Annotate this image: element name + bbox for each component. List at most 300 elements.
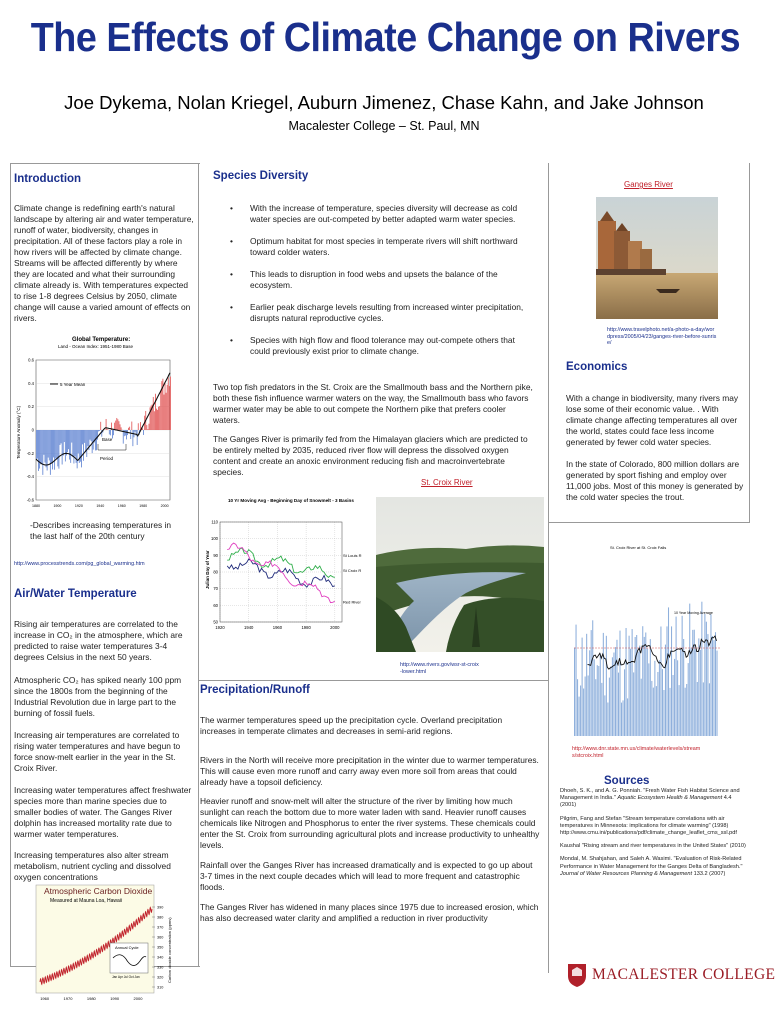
temp-anomaly-bar — [160, 391, 161, 430]
temp-anomaly-bar — [65, 430, 66, 461]
temp-chart-ylabel: Temperature Anomaly (°C) — [16, 405, 21, 459]
species-bullet: • Earlier peak discharge levels resulting from increased winter precipitation, disrupts natural reproductive cycles. — [212, 302, 534, 324]
middle-column-divider — [548, 163, 549, 973]
flow-bar — [601, 683, 602, 736]
temp-anomaly-bar — [66, 430, 67, 455]
snowmelt-xtick-label: 2000 — [330, 625, 340, 630]
temp-anomaly-bar — [128, 428, 129, 430]
flow-bar — [697, 682, 698, 736]
temp-anomaly-bar — [51, 430, 52, 463]
economics-heading: Economics — [566, 361, 628, 373]
temp-anomaly-bar — [63, 430, 64, 456]
co2-xtick-label: 1990 — [110, 996, 120, 1001]
flow-bar — [639, 646, 640, 736]
flow-bar — [594, 659, 595, 736]
flow-bar — [603, 633, 604, 736]
snowmelt-chart-ylabel: Julian Day of Year — [205, 550, 210, 589]
temp-anomaly-bar — [100, 422, 101, 430]
flow-bar — [583, 689, 584, 737]
flow-bar — [669, 688, 670, 736]
temp-anomaly-bar — [78, 430, 79, 453]
temp-anomaly-bar — [166, 393, 167, 430]
ganges-source-url[interactable]: http://www.travelphoto.net/a-photo-a-day/wordpress/2005/04/23/ganges-river-before-sunrise/ — [607, 327, 717, 347]
flow-bar — [598, 666, 599, 736]
flow-bar — [698, 638, 699, 736]
temp-anomaly-bar — [44, 430, 45, 455]
flow-chart-annotation: 10 Year Moving Average — [674, 611, 713, 615]
temp-anomaly-bar — [81, 430, 82, 467]
co2-xtick-label: 1970 — [63, 996, 73, 1001]
flow-bar — [592, 620, 593, 736]
flow-bar — [588, 676, 589, 737]
snowmelt-series-label: Red River — [343, 599, 361, 605]
precip-paragraph-3: Heavier runoff and snow-melt will alter the structure of the river by limiting how much sunlight can reach the bottom due to more water laden with sand. Heavier runoff causes chemicals like Nitrogen and Phosphorus to enter the river systems. These chemicals could enter the St. Croix from surrounding agricultural plots and increase productivity to unhealthy levels. — [200, 796, 540, 850]
temp-anomaly-bar — [37, 430, 38, 459]
temp-chart-legend: 5 Year Mean — [60, 382, 86, 387]
species-bullet: • This leads to disruption in food webs and upsets the balance of the ecosystem. — [212, 269, 534, 291]
flow-bar — [607, 703, 608, 737]
temp-anomaly-bar — [169, 386, 170, 430]
co2-ytick-label: 350 — [157, 945, 164, 950]
flow-bar — [606, 636, 607, 736]
flow-bar — [582, 638, 583, 736]
temp-anomaly-bar — [135, 430, 136, 432]
flow-bar — [629, 636, 630, 736]
economics-bottom-rule — [548, 522, 750, 523]
flow-bar — [580, 686, 581, 737]
air-water-paragraph-2: Atmospheric CO₂ has spiked nearly 100 ppm since the 1800s from the beginning of the Industrial Revolution due in large part to the burning of fossil fuels. — [14, 675, 182, 718]
species-paragraph-2: The Ganges River is primarily fed from the Himalayan glaciers which are predicted to be entirely melted by 2035, reduced river flow will depress the dissolved oxygen content and create an anoxic environment reducing fish and macroinvertebrate species. — [213, 434, 528, 477]
flow-bar — [663, 690, 664, 736]
stcroix-source-url[interactable]: http://www.rivers.gov/wsr-st-croix-lower.html — [400, 662, 479, 675]
economics-paragraph-2: In the state of Colorado, 800 million dollars are generated by sport fishing and employ over 11,000 jobs. Most of this money is generated by the cold water species the trout. — [566, 459, 744, 502]
temp-chart-subtitle: Land - Ocean Index: 1951-1980 Base — [58, 344, 134, 349]
temp-anomaly-bar — [156, 409, 157, 430]
temp-ytick-label: 0 — [31, 427, 34, 433]
economics-paragraph-1: With a change in biodiversity, many rivers may lose some of their economic value. . With climate change affecting temperatures all over the world, states could face less income generated by fewer cold water species. — [566, 393, 739, 447]
species-bullet: • Species with high flow and flood tolerance may out-compete others that could previously exist prior to climate change. — [212, 335, 534, 357]
flow-bar — [695, 649, 696, 736]
flow-bar — [623, 700, 624, 736]
temperature-caption: -Describes increasing temperatures in the last half of the 20th century — [30, 520, 172, 541]
temp-anomaly-bar — [49, 430, 50, 460]
temp-anomaly-bar — [114, 423, 115, 430]
flow-bar — [706, 622, 707, 736]
temp-anomaly-bar — [71, 430, 72, 443]
introduction-text: Climate change is redefining earth's natural landscape by altering air and water temperature, runoff of water, biodiversity, changes in precipitation. All of these factors play a role in how rivers will be affected by climate change. Streams will be affected differently by where they are located and what their surrounding climate already is. With temperatures expected to rise 1-8 degrees Celsius by 2050, climate change will cause a varied amount of effects on rivers. — [14, 203, 194, 323]
snowmelt-ytick-label: 50 — [213, 619, 218, 625]
temp-anomaly-bar — [120, 424, 121, 430]
temp-anomaly-bar — [124, 430, 125, 436]
temp-anomaly-bar — [90, 430, 91, 440]
source-item: Pilgrim, Fang and Stefan "Stream temperature correlations with air temperatures in Minnesota: implications for climate warming" (1998) http://www.cmu.ini/publications/pdf/climate_change_leaflet_cms_ssl.pdf — [560, 815, 737, 837]
co2-xtick-label: 1980 — [86, 996, 96, 1001]
temp-anomaly-bar — [157, 410, 158, 430]
temp-xtick-label: 1900 — [53, 504, 62, 508]
ganges-river-photo — [596, 197, 718, 319]
temp-anomaly-bar — [86, 430, 87, 457]
flow-bar — [700, 650, 701, 736]
flow-bar — [574, 648, 575, 737]
snowmelt-xtick-label: 1960 — [272, 625, 283, 630]
flow-bar — [674, 659, 675, 736]
temp-anomaly-bar — [159, 406, 160, 430]
temp-anomaly-bar — [64, 430, 65, 442]
temp-ytick-label: -0.2 — [26, 450, 34, 456]
temp-anomaly-bar — [170, 377, 171, 430]
flow-bar — [709, 683, 710, 736]
co2-ytick-label: 380 — [157, 915, 164, 920]
flow-bar — [586, 634, 587, 736]
stcroix-river-photo — [376, 497, 544, 652]
temp-anomaly-bar — [42, 430, 43, 475]
temp-anomaly-bar — [48, 430, 49, 458]
flow-bar — [595, 679, 596, 736]
precip-paragraph-2: Rivers in the North will receive more precipitation in the winter due to warmer temperatures. This will cause even more runoff and carry away even more soil from areas that could already have a topsoil deficiency. — [200, 755, 539, 787]
flow-bar — [647, 649, 648, 737]
air-water-paragraph-1: Rising air temperatures are correlated to the increase in CO₂ in the atmosphere, which are predicted to raise water temperatures 3-4 degrees Celsius in the next 50 years. — [14, 619, 183, 662]
snowmelt-xtick-label: 1980 — [301, 625, 311, 630]
temp-anomaly-bar — [107, 429, 108, 430]
temp-anomaly-bar — [83, 430, 84, 461]
source-item: Kaushal "Rising stream and river temperatures in the United States" (2010) — [560, 843, 746, 850]
flow-bar — [619, 631, 620, 736]
temp-anomaly-bar — [126, 430, 127, 439]
flow-bar — [604, 695, 605, 736]
flow-bar — [653, 688, 654, 736]
temp-anomaly-bar — [117, 419, 118, 430]
author-list: Joe Dykema, Nolan Kriegel, Auburn Jimenez, Chase Kahn, and Jake Johnson — [64, 92, 704, 113]
flow-bar — [659, 660, 660, 736]
temp-chart-title: Global Temperature: — [72, 337, 131, 343]
temp-chart-period-label: Period — [100, 456, 114, 461]
stcroix-flow-chart — [562, 536, 724, 742]
temp-anomaly-bar — [91, 430, 92, 441]
flow-bar — [671, 626, 672, 736]
snowmelt-ytick-label: 110 — [211, 519, 218, 525]
flow-bar — [633, 672, 634, 736]
temp-anomaly-bar — [167, 385, 168, 430]
left-column-divider — [198, 163, 199, 966]
flow-bar — [600, 653, 601, 736]
co2-inset-label: Annual Cycle — [115, 945, 139, 950]
introduction-heading: Introduction — [14, 173, 82, 185]
flow-bar — [668, 607, 669, 736]
snowmelt-ytick-label: 70 — [213, 586, 218, 592]
sources-list — [560, 788, 746, 884]
flow-bar — [626, 628, 627, 736]
flow-bar — [636, 635, 637, 736]
temp-anomaly-bar — [46, 430, 47, 467]
temp-anomaly-bar — [55, 430, 56, 458]
temp-anomaly-bar — [116, 418, 117, 430]
co2-ytick-label: 320 — [157, 975, 164, 980]
flow-bar — [612, 657, 613, 736]
flow-bar — [641, 679, 642, 736]
flow-chart-title: St. Croix River at St. Croix Falls — [610, 545, 667, 550]
snowmelt-ytick-label: 90 — [213, 552, 218, 558]
temp-anomaly-bar — [96, 430, 97, 450]
co2-xtick-label: 1960 — [40, 996, 50, 1001]
temp-anomaly-bar — [132, 430, 133, 446]
co2-ytick-label: 370 — [157, 925, 164, 930]
temp-ytick-label: 0.6 — [28, 357, 34, 363]
flow-bar — [666, 626, 667, 736]
flow-bar — [621, 703, 622, 736]
temp-anomaly-bar — [61, 430, 62, 443]
flow-bar — [701, 602, 702, 736]
temp-anomaly-bar — [154, 411, 155, 430]
temp-anomaly-bar — [92, 430, 93, 453]
temperature-source-url[interactable]: http://www.processtrends.com/pg_global_warming.htm — [14, 561, 145, 567]
temp-xtick-label: 2000 — [160, 504, 169, 508]
temp-anomaly-bar — [41, 430, 42, 463]
temp-anomaly-bar — [168, 377, 169, 430]
flow-bar — [676, 617, 677, 736]
flow-bar — [576, 625, 577, 736]
flow-bar — [682, 616, 683, 736]
right-border — [749, 163, 750, 523]
temp-anomaly-bar — [121, 427, 122, 430]
co2-chart — [30, 883, 175, 1003]
temp-anomaly-bar — [62, 430, 63, 464]
co2-chart-subtitle: Measured at Mauna Loa, Hawaii — [50, 898, 122, 904]
co2-xtick-label: 2000 — [133, 996, 143, 1001]
temp-anomaly-bar — [57, 430, 58, 466]
co2-ytick-label: 310 — [157, 985, 164, 990]
temp-anomaly-bar — [98, 430, 99, 431]
flow-bar — [703, 682, 704, 736]
temp-ytick-label: -0.6 — [26, 497, 34, 503]
sources-heading: Sources — [604, 775, 650, 787]
flow-source-url[interactable]: http://www.dnr.state.mn.us/climate/waterlevels/streams/stcroix.html — [572, 746, 701, 759]
temp-anomaly-bar — [84, 430, 85, 443]
temp-anomaly-bar — [67, 430, 68, 452]
temp-anomaly-bar — [164, 395, 165, 430]
flow-bar — [610, 666, 611, 736]
temp-anomaly-bar — [53, 430, 54, 457]
temp-anomaly-bar — [155, 394, 156, 430]
flow-bar — [689, 604, 690, 736]
flow-bar — [615, 647, 616, 736]
temp-ytick-label: 0.4 — [28, 380, 34, 386]
flow-bar — [654, 661, 655, 736]
temp-anomaly-bar — [99, 430, 100, 431]
snowmelt-xtick-label: 1940 — [244, 625, 254, 630]
co2-inset-months: Jan Apr Jul Oct Jan — [112, 975, 140, 979]
flow-bar — [638, 652, 639, 736]
co2-chart-title: Atmospheric Carbon Dioxide — [44, 886, 153, 896]
flow-bar — [589, 650, 590, 736]
temp-anomaly-bar — [40, 430, 41, 464]
flow-bar — [591, 630, 592, 736]
air-water-heading: Air/Water Temperature — [14, 588, 137, 600]
temp-anomaly-bar — [75, 430, 76, 456]
college-shield-icon — [566, 962, 588, 988]
temp-anomaly-bar — [87, 430, 88, 446]
temp-anomaly-bar — [56, 430, 57, 459]
temp-anomaly-bar — [74, 430, 75, 463]
precip-paragraph-1: The warmer temperatures speed up the precipitation cycle. Overland precipitation increases in temperate climates and decreases in semi-arid regions. — [200, 715, 503, 736]
temp-anomaly-bar — [60, 430, 61, 445]
flow-bar — [685, 688, 686, 736]
temp-xtick-label: 1940 — [96, 504, 105, 508]
flow-bar — [627, 698, 628, 736]
flow-bar — [680, 650, 681, 736]
flow-bar — [642, 626, 643, 736]
co2-ytick-label: 340 — [157, 955, 164, 960]
temp-anomaly-bar — [143, 430, 144, 435]
air-water-paragraph-3: Increasing air temperatures are correlated to rising water temperatures and have begun to force snow-melt earlier in the year in the St. Croix River. — [14, 730, 181, 773]
temp-anomaly-bar — [59, 430, 60, 469]
temp-ytick-label: -0.4 — [26, 474, 34, 480]
temp-anomaly-bar — [97, 430, 98, 440]
flow-bar — [597, 665, 598, 736]
flow-bar — [683, 639, 684, 736]
co2-chart-ylabel: Carbon dioxide concentration (ppmv) — [167, 917, 172, 983]
temp-anomaly-bar — [153, 397, 154, 430]
flow-bar — [712, 636, 713, 736]
temp-anomaly-bar — [119, 421, 120, 430]
temp-anomaly-bar — [52, 430, 53, 469]
species-heading: Species Diversity — [213, 170, 309, 182]
snowmelt-ytick-label: 80 — [213, 569, 218, 575]
temp-anomaly-bar — [138, 423, 139, 430]
temp-anomaly-bar — [50, 430, 51, 475]
air-water-paragraph-5: Increasing temperatures also alter stream metabolism, nutrient cycling and dissolved oxygen concentrations — [14, 850, 171, 882]
temp-anomaly-bar — [109, 430, 110, 434]
temp-anomaly-bar — [36, 430, 37, 459]
species-bullet-list — [212, 203, 534, 368]
flow-bar — [710, 614, 711, 736]
temp-anomaly-bar — [54, 430, 55, 470]
global-temperature-chart — [14, 334, 174, 514]
species-bullet: • Optimum habitat for most species in temperate rivers will shift northward toward colder waters. — [212, 236, 534, 258]
flow-bar — [716, 651, 717, 736]
temp-anomaly-bar — [125, 430, 126, 436]
flow-bar — [644, 637, 645, 736]
temp-anomaly-bar — [72, 430, 73, 457]
snowmelt-series-line — [227, 559, 335, 587]
temp-anomaly-bar — [146, 425, 147, 430]
flow-bar — [660, 627, 661, 737]
flow-bar — [609, 678, 610, 736]
co2-ytick-label: 330 — [157, 965, 164, 970]
flow-bar — [648, 663, 649, 736]
flow-bar — [673, 675, 674, 736]
flow-bar — [618, 673, 619, 736]
flow-bar — [650, 639, 651, 736]
flow-bar — [688, 663, 689, 736]
precip-paragraph-5: The Ganges River has widened in many places since 1975 due to increased erosion, which has also decreased water clarity and amplified a reduction in river productivity — [200, 902, 539, 923]
flow-bar — [656, 686, 657, 736]
temp-xtick-label: 1880 — [32, 504, 40, 508]
temp-xtick-label: 1920 — [74, 504, 83, 508]
temp-anomaly-bar — [131, 422, 132, 430]
precip-top-rule — [198, 680, 548, 681]
air-water-paragraph-4: Increasing water temperatures affect freshwater species more than marine species due to smaller bodies of water. The Ganges River dolphin has increased mortality rate due to warmer water temperatures. — [14, 785, 192, 839]
co2-ytick-label: 390 — [157, 905, 164, 910]
temp-anomaly-bar — [113, 430, 114, 435]
poster-title: The Effects of Climate Change on Rivers — [30, 14, 741, 60]
flow-bar — [691, 648, 692, 737]
flow-bar — [579, 697, 580, 736]
temp-anomaly-bar — [165, 383, 166, 430]
temp-anomaly-bar — [129, 427, 130, 430]
precip-paragraph-4: Rainfall over the Ganges River has increased dramatically and is expected to go up about 3-7 times in the next couple decades which will lead to more frequent and catastrophic floods. — [200, 860, 533, 892]
temp-anomaly-bar — [85, 430, 86, 452]
left-column-top-rule — [10, 163, 200, 164]
flow-bar — [713, 640, 714, 736]
temp-anomaly-bar — [137, 430, 138, 445]
flow-bar — [704, 614, 705, 736]
temp-anomaly-bar — [147, 429, 148, 430]
flow-bar — [707, 634, 708, 736]
flow-bar — [679, 685, 680, 736]
temp-anomaly-bar — [45, 430, 46, 463]
left-border — [10, 163, 11, 966]
temp-anomaly-bar — [130, 430, 131, 439]
species-paragraph-1: Two top fish predators in the St. Croix are the Smallmouth bass and the Northern pike, both these fish influence warmer waters on the way, the Smallmouth bass who favors warmer water may be able to out compete the Northern pike that prefers cooler waters. — [213, 382, 533, 425]
snowmelt-series-line — [227, 548, 335, 578]
snowmelt-chart — [200, 494, 372, 642]
temp-ytick-label: 0.2 — [28, 404, 34, 410]
snowmelt-series-line — [227, 543, 335, 603]
temp-anomaly-bar — [82, 430, 83, 444]
ganges-photo-label[interactable]: Ganges River — [624, 180, 673, 189]
source-item: Dhoeh, S. K., and A. G. Ponniah. "Fresh Water Fish Habitat Science and Management in India." Aquatic Ecosystem Health & Management 4.4 (2001) — [560, 788, 740, 809]
temp-anomaly-bar — [68, 430, 69, 449]
source-item: Mondal, M. Shahjahan, and Saleh A. Wasimi. "Evaluation of Risk-Related Performance in Water Management for the Ganges Delta of Bangladesh." Journal of Water Resources Planning & Management 133.2 (2007) — [560, 856, 743, 877]
flow-bar — [577, 679, 578, 736]
flow-bar — [635, 637, 636, 736]
flow-bar — [665, 645, 666, 736]
temp-anomaly-bar — [158, 407, 159, 430]
snowmelt-series-label: St Croix R — [343, 568, 362, 573]
stcroix-photo-label[interactable]: St. Croix River — [421, 478, 473, 487]
flow-bar — [616, 640, 617, 736]
temp-xtick-label: 1980 — [139, 504, 148, 508]
flow-bar — [686, 684, 687, 736]
temp-anomaly-bar — [115, 421, 116, 430]
temp-anomaly-bar — [70, 430, 71, 463]
species-bullet: • With the increase of temperature, species diversity will decrease as cold water species are out-competed by better adapted warm water species. — [212, 203, 534, 225]
flow-bar — [662, 669, 663, 736]
snowmelt-series-label: St Louis R — [343, 553, 362, 558]
snowmelt-xtick-label: 1920 — [215, 625, 225, 630]
snowmelt-ytick-label: 100 — [211, 536, 218, 542]
temp-xtick-label: 1960 — [117, 504, 126, 508]
snowmelt-ytick-label: 60 — [213, 602, 218, 608]
flow-bar — [624, 669, 625, 736]
college-wordmark: MACALESTER COLLEGE — [592, 966, 775, 983]
precip-heading: Precipitation/Runoff — [200, 684, 310, 696]
flow-bar — [677, 660, 678, 736]
temp-anomaly-bar — [149, 424, 150, 430]
temp-anomaly-bar — [77, 430, 78, 468]
flow-bar — [651, 681, 652, 736]
temp-anomaly-bar — [142, 428, 143, 430]
co2-ytick-label: 360 — [157, 935, 164, 940]
flow-bar — [585, 677, 586, 737]
temp-anomaly-bar — [110, 430, 111, 435]
temp-chart-base-label: Base — [102, 437, 113, 442]
temp-anomaly-bar — [38, 430, 39, 471]
flow-bar — [632, 629, 633, 736]
macalester-logo — [566, 962, 775, 990]
temp-anomaly-bar — [140, 422, 141, 430]
flow-bar — [657, 672, 658, 736]
